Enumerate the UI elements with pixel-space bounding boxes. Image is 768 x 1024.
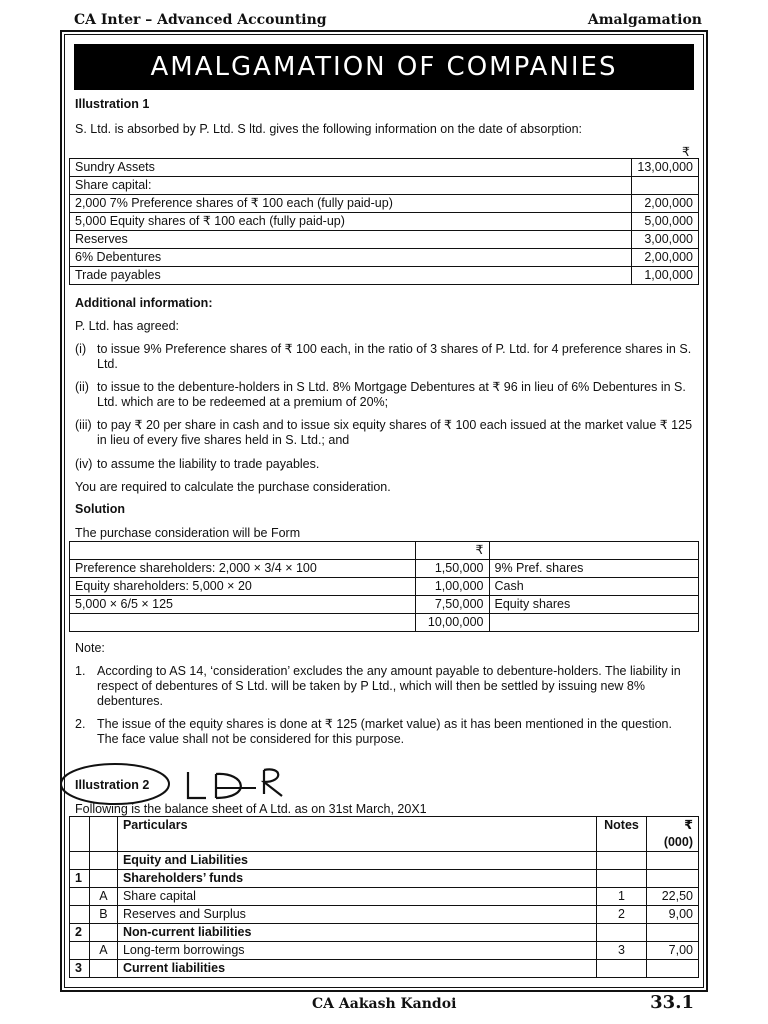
row-label: 5,000 Equity shares of ₹ 100 each (fully paid-up)	[70, 213, 632, 231]
currency-symbol: ₹	[415, 542, 489, 560]
row-sub: B	[89, 906, 117, 924]
row-sub	[89, 924, 117, 942]
table-total-row	[70, 614, 699, 632]
table-row	[70, 267, 699, 285]
header-left: CA Inter – Advanced Accounting	[74, 12, 327, 28]
row-num: 3	[70, 960, 90, 978]
header-right: Amalgamation	[587, 12, 702, 28]
table-row	[70, 213, 699, 231]
row-value: 1,50,000	[415, 560, 489, 578]
total-value: 10,00,000	[415, 614, 489, 632]
row-note	[597, 924, 647, 942]
list-item-tag: (ii)	[75, 380, 89, 394]
balance-sheet-table	[69, 816, 699, 978]
table-header-row	[70, 542, 699, 560]
row-note	[597, 960, 647, 978]
row-value: 13,00,000	[632, 159, 699, 177]
list-item-tag: (i)	[75, 342, 87, 356]
chapter-banner: AMALGAMATION OF COMPANIES	[74, 44, 694, 90]
list-item-text: to pay ₹ 20 per share in cash and to issue six equity shares of ₹ 100 each issued at the market value ₹ 125 in lieu of every five shares held in S. Ltd.; and	[97, 418, 693, 447]
row-note	[597, 852, 647, 870]
row-value: 3,00,000	[632, 231, 699, 249]
row-value: 1,00,000	[632, 267, 699, 285]
table-row	[70, 159, 699, 177]
list-item-text: to issue to the debenture-holders in S Ltd. 8% Mortgage Debentures at ₹ 96 in lieu of 6% Debentures in S. Ltd. which are to be redeemed at a premium of 20%;	[97, 380, 686, 409]
row-form: Equity shares	[489, 596, 699, 614]
row-value: 22,50	[647, 888, 699, 906]
required-text: You are required to calculate the purchase consideration.	[75, 480, 391, 494]
illustration-2-intro: Following is the balance sheet of A Ltd. as on 31st March, 20X1	[75, 802, 427, 816]
col-currency: ₹	[684, 818, 693, 832]
row-note: 1	[597, 888, 647, 906]
list-item-text: to assume the liability to trade payables.	[97, 457, 320, 471]
solution-intro: The purchase consideration will be Form	[75, 526, 301, 540]
row-label: Long-term borrowings	[117, 942, 596, 960]
row-note	[597, 870, 647, 888]
page-header	[74, 10, 702, 30]
row-num: 2	[70, 924, 90, 942]
row-value: 7,00	[647, 942, 699, 960]
list-item-text: The issue of the equity shares is done at ₹ 125 (market value) as it has been mentioned in the question. The face value shall not be considered for this purpose.	[97, 717, 672, 746]
row-label: Sundry Assets	[70, 159, 632, 177]
table-row	[70, 852, 699, 870]
table-row	[70, 942, 699, 960]
list-item-text: According to AS 14, ‘consideration’ excludes the any amount payable to debenture-holders. The liability in respect of debentures of S Ltd. will be taken by P Ltd., which will then be settled by issuing new 8% debentures.	[97, 664, 681, 708]
table-row	[70, 578, 699, 596]
row-sub: A	[89, 888, 117, 906]
list-item-tag: 2.	[75, 717, 86, 731]
row-form: Cash	[489, 578, 699, 596]
table-row	[70, 924, 699, 942]
row-num	[70, 852, 90, 870]
row-num: 1	[70, 870, 90, 888]
agreed-text: P. Ltd. has agreed:	[75, 319, 180, 333]
table-row	[70, 249, 699, 267]
note-heading: Note:	[75, 641, 105, 655]
table-row	[70, 596, 699, 614]
row-label: Share capital:	[70, 177, 632, 195]
row-value: 5,00,000	[632, 213, 699, 231]
table-row	[70, 870, 699, 888]
row-form: 9% Pref. shares	[489, 560, 699, 578]
page-footer	[0, 994, 768, 1016]
row-value: 2,00,000	[632, 195, 699, 213]
table-row	[70, 960, 699, 978]
illustration-2-heading: Illustration 2	[75, 778, 150, 792]
page-number: 33.1	[650, 992, 694, 1013]
row-label: 5,000 × 6/5 × 125	[70, 596, 416, 614]
row-label: Reserves and Surplus	[117, 906, 596, 924]
table-header-row	[70, 817, 699, 852]
table-row	[70, 560, 699, 578]
purchase-consideration-table	[69, 541, 699, 632]
row-sub	[89, 960, 117, 978]
row-note: 2	[597, 906, 647, 924]
row-sub	[89, 870, 117, 888]
row-note: 3	[597, 942, 647, 960]
row-sub: A	[89, 942, 117, 960]
list-item-text: to issue 9% Preference shares of ₹ 100 each, in the ratio of 3 shares of P. Ltd. for 4 preference shares in S. Ltd.	[97, 342, 692, 371]
row-label: Non-current liabilities	[117, 924, 596, 942]
solution-heading: Solution	[75, 502, 125, 516]
table-row	[70, 231, 699, 249]
row-label: Current liabilities	[117, 960, 596, 978]
table-row	[70, 195, 699, 213]
row-value: 7,50,000	[415, 596, 489, 614]
absorption-table	[69, 158, 699, 285]
table-row	[70, 177, 699, 195]
table-row	[70, 906, 699, 924]
footer-author: CA Aakash Kandoi	[312, 996, 457, 1012]
list-item-tag: (iv)	[75, 457, 93, 471]
row-label: Preference shareholders: 2,000 × 3/4 × 100	[70, 560, 416, 578]
row-value	[632, 177, 699, 195]
row-label: Trade payables	[70, 267, 632, 285]
row-num	[70, 888, 90, 906]
table-row	[70, 888, 699, 906]
row-label: Shareholders’ funds	[117, 870, 596, 888]
row-sub	[89, 852, 117, 870]
row-value	[647, 960, 699, 978]
col-unit: (000)	[663, 835, 693, 849]
currency-symbol: ₹	[682, 145, 690, 159]
illustration-1-intro: S. Ltd. is absorbed by P. Ltd. S ltd. gives the following information on the date of absorption:	[75, 122, 583, 136]
col-notes: Notes	[597, 817, 647, 852]
row-num	[70, 942, 90, 960]
row-label: Equity shareholders: 5,000 × 20	[70, 578, 416, 596]
row-label: 6% Debentures	[70, 249, 632, 267]
illustration-1-heading: Illustration 1	[75, 97, 150, 111]
row-label: 2,000 7% Preference shares of ₹ 100 each (fully paid-up)	[70, 195, 632, 213]
row-value	[647, 852, 699, 870]
row-value: 9,00	[647, 906, 699, 924]
row-value: 2,00,000	[632, 249, 699, 267]
row-label: Equity and Liabilities	[117, 852, 596, 870]
additional-info-heading: Additional information:	[75, 296, 213, 310]
row-label: Share capital	[117, 888, 596, 906]
row-label: Reserves	[70, 231, 632, 249]
row-num	[70, 906, 90, 924]
row-value	[647, 870, 699, 888]
list-item-tag: (iii)	[75, 418, 92, 432]
list-item-tag: 1.	[75, 664, 86, 678]
row-value	[647, 924, 699, 942]
col-particulars: Particulars	[117, 817, 596, 852]
row-value: 1,00,000	[415, 578, 489, 596]
